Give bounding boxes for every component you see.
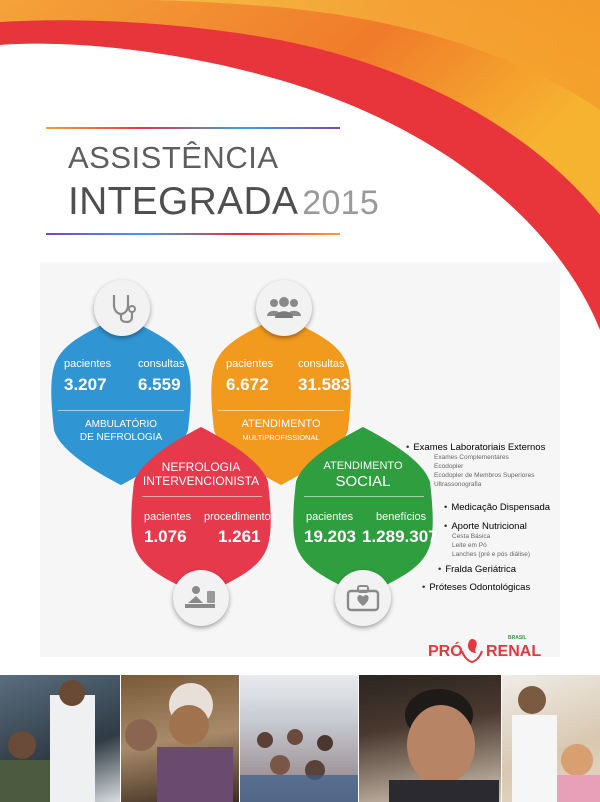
benefit-item-2: • Medicação Dispensada	[444, 502, 550, 513]
stethoscope-icon	[94, 280, 150, 336]
photo-strip	[0, 675, 600, 802]
ambulatorio-value-2: 6.559	[138, 375, 181, 394]
photo-nurse	[502, 675, 600, 802]
logo-pro: PRÓ	[428, 643, 463, 660]
social-value-2: 1.289.307	[362, 527, 438, 546]
pro-renal-logo	[428, 635, 542, 665]
page-title-year: 2015	[302, 184, 380, 222]
benefit-sub-1-1: Exames Complementares	[434, 454, 509, 461]
nefrologia-label-1: pacientes	[144, 511, 192, 523]
multiprofissional-title: ATENDIMENTO MULTIPROFISSIONAL	[241, 418, 321, 442]
title-rule-top	[46, 127, 340, 129]
title-rule-bottom	[46, 233, 340, 235]
nefrologia-label-2: procedimentos	[204, 511, 277, 523]
social-label-2: benefícios	[376, 511, 427, 523]
multiprofissional-label-1: pacientes	[226, 358, 274, 370]
social-title: ATENDIMENTO SOCIAL	[323, 460, 403, 490]
page-title-line2	[68, 180, 379, 224]
photo-elderly-woman	[121, 675, 239, 802]
nefrologia-title: NEFROLOGIA INTERVENCIONISTA	[142, 460, 260, 488]
page-title-line1: ASSISTÊNCIA	[68, 140, 279, 175]
social-label-1: pacientes	[306, 511, 354, 523]
social-value-1: 19.203	[304, 527, 356, 546]
benefit-item-1: • Exames Laboratoriais Externos	[406, 442, 545, 453]
benefit-sub-3-1: Cesta Básica	[452, 533, 491, 540]
nefrologia-value-2: 1.261	[218, 527, 261, 546]
benefit-sub-1-2: Ecodopler	[434, 463, 464, 470]
ambulatorio-label-2: consultas	[138, 358, 185, 370]
photo-smiling-man	[359, 675, 501, 802]
logo-renal: RENAL	[486, 643, 542, 660]
photo-waiting-room	[240, 675, 358, 802]
page-title-main: INTEGRADA	[68, 180, 299, 223]
multiprofissional-value-1: 6.672	[226, 375, 269, 394]
benefit-item-5: • Próteses Odontológicas	[422, 582, 530, 593]
patient-treatment-icon	[173, 570, 229, 626]
heart-case-icon	[335, 570, 391, 626]
benefit-item-4: • Fralda Geriátrica	[438, 564, 516, 575]
multiprofissional-value-2: 31.583	[298, 375, 350, 394]
ambulatorio-title: AMBULATÓRIO DE NEFROLOGIA	[79, 419, 163, 443]
logo-brasil: BRASIL	[508, 635, 527, 641]
benefit-sub-3-2: Leite em Pó	[452, 542, 487, 549]
photo-doctor-patient	[0, 675, 120, 802]
ambulatorio-label-1: pacientes	[64, 358, 112, 370]
multiprofissional-label-2: consultas	[298, 358, 345, 370]
benefit-sub-1-4: Ultrassonografia	[434, 481, 482, 488]
benefit-item-3: • Aporte Nutricional	[444, 521, 527, 532]
nefrologia-value-1: 1.076	[144, 527, 187, 546]
benefit-sub-3-3: Lanches (pré e pós diálise)	[452, 551, 531, 558]
kidney-hands-icon	[460, 637, 484, 663]
people-group-icon	[256, 280, 312, 336]
ambulatorio-value-1: 3.207	[64, 375, 107, 394]
benefit-sub-1-3: Ecodopler de Membros Superiores	[434, 472, 535, 479]
